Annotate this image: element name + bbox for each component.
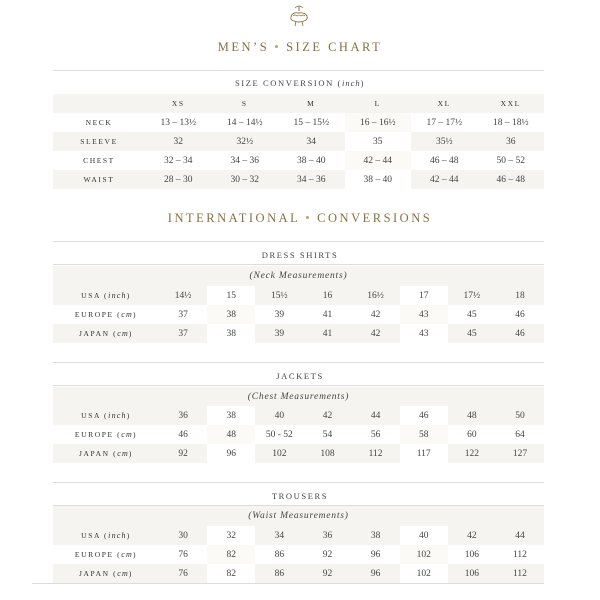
row-label: CHEST	[53, 151, 145, 170]
table-cell: 35½	[411, 132, 478, 151]
row-label-name: JAPAN	[78, 569, 110, 578]
table-cell: 13 – 13½	[145, 113, 212, 132]
table-row	[53, 286, 544, 305]
table-row	[53, 132, 544, 151]
table-cell: 34	[255, 526, 303, 545]
title-separator: •	[274, 40, 282, 54]
table-cell: 86	[255, 545, 303, 564]
row-label-unit: cm	[121, 550, 133, 559]
table-cell: 38	[207, 324, 255, 343]
table-cell: 108	[303, 444, 351, 463]
jackets-table	[53, 406, 544, 463]
table-cell: 16½	[352, 286, 400, 305]
column-header: L	[345, 94, 412, 113]
row-label-unit: inch	[108, 411, 127, 420]
table-cell: 92	[303, 545, 351, 564]
table-cell: 42	[352, 305, 400, 324]
table-cell: 42	[448, 526, 496, 545]
row-label: SLEEVE	[53, 132, 145, 151]
row-label: NECK	[53, 113, 145, 132]
table-cell: 17 – 17½	[411, 113, 478, 132]
table-cell: 16	[303, 286, 351, 305]
row-label: EUROPE (cm)	[53, 545, 159, 564]
row-label-name: JAPAN	[78, 329, 110, 338]
table-cell: 112	[496, 564, 544, 583]
table-cell: 14 – 14½	[212, 113, 279, 132]
dress-shirts-title: DRESS SHIRTS	[261, 250, 339, 260]
table-row	[53, 406, 544, 425]
divider	[53, 70, 544, 71]
column-header: XXL	[478, 94, 545, 113]
table-cell: 41	[303, 305, 351, 324]
table-cell: 86	[255, 564, 303, 583]
row-label-unit: inch	[108, 291, 127, 300]
size-conversion-table	[53, 94, 544, 189]
table-cell: 17½	[448, 286, 496, 305]
table-cell: 35	[345, 132, 412, 151]
golden-fleece-logo-icon	[284, 4, 314, 30]
table-cell: 32½	[212, 132, 279, 151]
table-cell: 64	[496, 425, 544, 444]
table-cell: 15 – 15½	[278, 113, 345, 132]
table-cell: 50	[496, 406, 544, 425]
table-cell: 39	[255, 305, 303, 324]
table-row	[53, 170, 544, 189]
table-cell: 46 – 48	[478, 170, 545, 189]
table-cell: 46	[496, 324, 544, 343]
table-row	[53, 444, 544, 463]
table-cell: 76	[159, 545, 207, 564]
table-row	[53, 526, 544, 545]
table-cell: 40	[255, 406, 303, 425]
row-label: JAPAN (cm)	[53, 444, 159, 463]
table-cell: 34	[278, 132, 345, 151]
table-cell: 36	[303, 526, 351, 545]
table-cell: 82	[207, 564, 255, 583]
international-separator: •	[305, 211, 313, 225]
table-cell: 117	[400, 444, 448, 463]
table-cell: 48	[207, 425, 255, 444]
jackets-subtitle: (Chest Measurements)	[53, 387, 544, 407]
title-international: INTERNATIONAL	[167, 211, 301, 225]
row-label: EUROPE (cm)	[53, 305, 159, 324]
table-cell: 58	[400, 425, 448, 444]
divider	[53, 264, 544, 265]
table-cell: 50 – 52	[478, 151, 545, 170]
table-cell: 46	[496, 305, 544, 324]
divider	[53, 362, 544, 363]
divider	[53, 385, 544, 386]
table-cell: 14½	[159, 286, 207, 305]
dress-shirts-table	[53, 286, 544, 343]
size-conversion-unit: inch	[341, 78, 361, 88]
table-cell: 48	[448, 406, 496, 425]
table-cell: 38	[352, 526, 400, 545]
row-label: JAPAN (cm)	[53, 324, 159, 343]
table-row	[53, 564, 544, 583]
divider	[53, 241, 544, 242]
table-cell: 38 – 40	[345, 170, 412, 189]
table-cell: 18 – 18½	[478, 113, 545, 132]
table-cell: 102	[255, 444, 303, 463]
row-label-unit: cm	[117, 329, 129, 338]
table-cell: 60	[448, 425, 496, 444]
row-label-name: EUROPE	[74, 550, 114, 559]
jackets-title: JACKETS	[276, 371, 324, 381]
table-cell: 28 – 30	[145, 170, 212, 189]
table-cell: 32	[145, 132, 212, 151]
table-row	[53, 324, 544, 343]
table-cell: 38	[207, 406, 255, 425]
table-cell: 42 – 44	[345, 151, 412, 170]
table-row	[53, 545, 544, 564]
title-mens: MEN’S	[217, 40, 270, 54]
table-cell: 46	[400, 406, 448, 425]
table-cell: 44	[352, 406, 400, 425]
size-conversion-title: SIZE CONVERSION (inch)	[234, 78, 366, 88]
row-label-unit: cm	[117, 569, 129, 578]
table-cell: 92	[159, 444, 207, 463]
table-cell: 96	[352, 545, 400, 564]
row-label-unit: inch	[108, 531, 127, 540]
table-cell: 15	[207, 286, 255, 305]
table-row	[53, 305, 544, 324]
table-cell: 38 – 40	[278, 151, 345, 170]
table-cell: 76	[159, 564, 207, 583]
table-cell: 41	[303, 324, 351, 343]
table-cell: 127	[496, 444, 544, 463]
table-cell: 40	[400, 526, 448, 545]
table-cell: 45	[448, 324, 496, 343]
table-row	[53, 113, 544, 132]
trousers-subtitle: (Waist Measurements)	[53, 506, 544, 526]
table-row	[53, 425, 544, 444]
table-cell: 34 – 36	[278, 170, 345, 189]
row-label: USA (inch)	[53, 526, 159, 545]
table-cell: 50 - 52	[255, 425, 303, 444]
table-cell: 44	[496, 526, 544, 545]
table-cell: 82	[207, 545, 255, 564]
table-cell: 42	[352, 324, 400, 343]
header-corner	[53, 94, 145, 113]
table-cell: 30	[159, 526, 207, 545]
table-cell: 43	[400, 324, 448, 343]
row-label-name: USA	[81, 291, 101, 300]
table-row	[53, 151, 544, 170]
table-cell: 43	[400, 305, 448, 324]
row-label-unit: cm	[121, 430, 133, 439]
international-title	[0, 211, 600, 226]
table-cell: 36	[478, 132, 545, 151]
column-header: M	[278, 94, 345, 113]
trousers-table	[53, 526, 544, 583]
table-cell: 102	[400, 545, 448, 564]
table-cell: 122	[448, 444, 496, 463]
row-label-unit: cm	[121, 310, 133, 319]
table-cell: 36	[159, 406, 207, 425]
column-header: XL	[411, 94, 478, 113]
table-cell: 32	[207, 526, 255, 545]
row-label-name: JAPAN	[78, 449, 110, 458]
table-cell: 18	[496, 286, 544, 305]
row-label: USA (inch)	[53, 286, 159, 305]
row-label: EUROPE (cm)	[53, 425, 159, 444]
table-cell: 46	[159, 425, 207, 444]
table-cell: 16 – 16½	[345, 113, 412, 132]
table-cell: 92	[303, 564, 351, 583]
table-cell: 46 – 48	[411, 151, 478, 170]
table-cell: 45	[448, 305, 496, 324]
row-label-name: EUROPE	[74, 430, 114, 439]
table-cell: 102	[400, 564, 448, 583]
table-cell: 96	[352, 564, 400, 583]
table-cell: 17	[400, 286, 448, 305]
table-cell: 54	[303, 425, 351, 444]
column-header: XS	[145, 94, 212, 113]
dress-shirts-subtitle: (Neck Measurements)	[53, 266, 544, 286]
table-cell: 106	[448, 564, 496, 583]
row-label-name: EUROPE	[74, 310, 114, 319]
page-title	[0, 40, 600, 55]
table-cell: 106	[448, 545, 496, 564]
table-cell: 15½	[255, 286, 303, 305]
table-cell: 32 – 34	[145, 151, 212, 170]
title-size-chart: SIZE CHART	[286, 40, 383, 54]
row-label: USA (inch)	[53, 406, 159, 425]
table-cell: 39	[255, 324, 303, 343]
column-header: S	[212, 94, 279, 113]
table-cell: 38	[207, 305, 255, 324]
row-label-unit: cm	[117, 449, 129, 458]
table-cell: 42	[303, 406, 351, 425]
table-cell: 37	[159, 324, 207, 343]
table-cell: 37	[159, 305, 207, 324]
row-label: WAIST	[53, 170, 145, 189]
title-conversions: CONVERSIONS	[317, 211, 433, 225]
table-cell: 56	[352, 425, 400, 444]
table-cell: 30 – 32	[212, 170, 279, 189]
table-header-row	[53, 94, 544, 113]
table-cell: 34 – 36	[212, 151, 279, 170]
table-cell: 112	[352, 444, 400, 463]
size-conversion-title-text: SIZE CONVERSION	[234, 78, 334, 88]
table-cell: 96	[207, 444, 255, 463]
row-label-name: USA	[81, 531, 101, 540]
table-cell: 112	[496, 545, 544, 564]
row-label: JAPAN (cm)	[53, 564, 159, 583]
divider	[53, 482, 544, 483]
table-cell: 42 – 44	[411, 170, 478, 189]
trousers-title: TROUSERS	[271, 491, 329, 501]
row-label-name: USA	[81, 411, 101, 420]
divider	[32, 583, 544, 584]
